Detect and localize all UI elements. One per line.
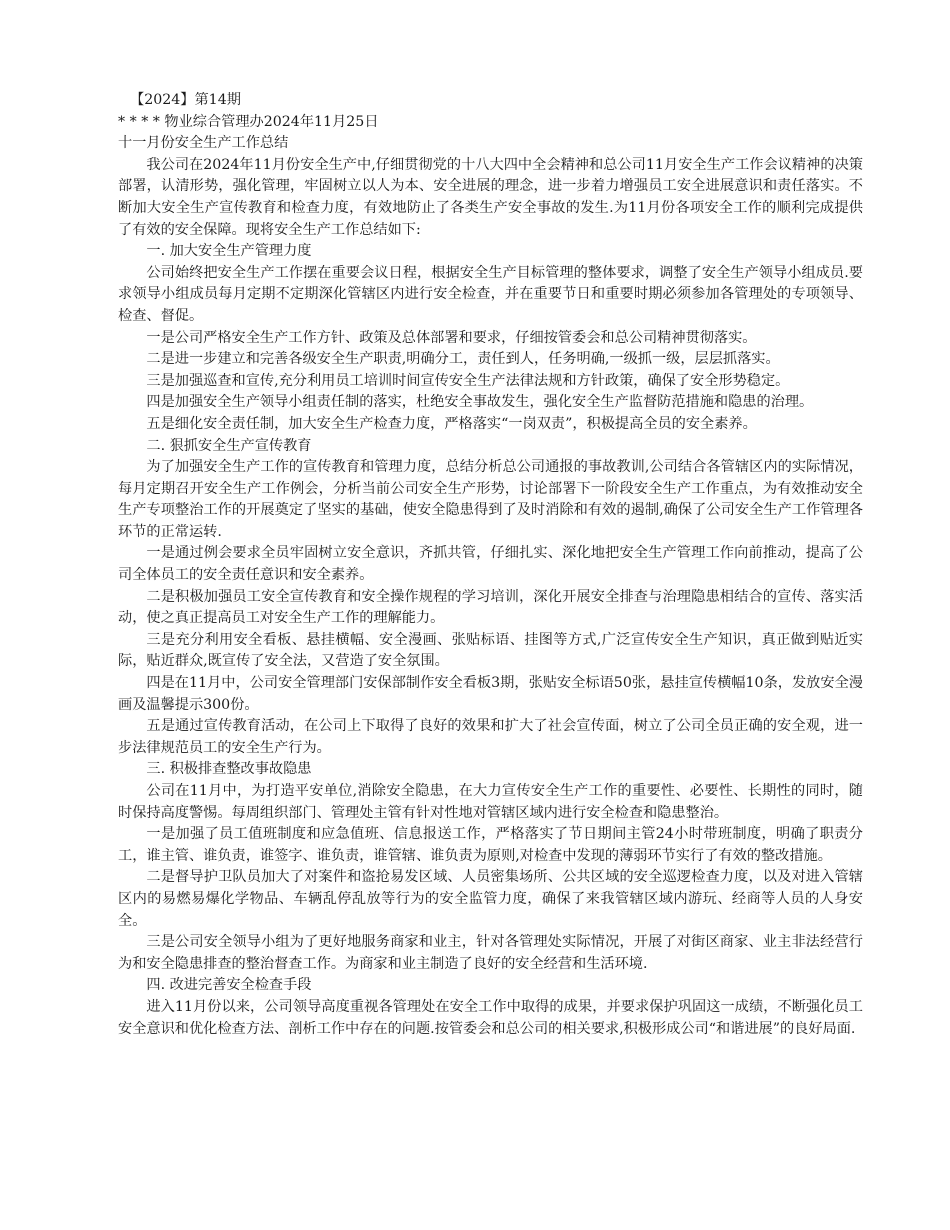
issue-number: 【2024】第14期 [130, 92, 241, 108]
section-paragraph: 为了加强安全生产工作的宣传教育和管理力度，总结分析总公司通报的事故教训,公司结合各管辖区内的实际情况，每月定期召开安全生产工作例会，分析当前公司安全生产形势，讨论部署下一阶段安全生产工作重点，为有效推动安全生产专项整治工作的开展奠定了坚实的基础，使安全隐患得到了及时消除和有效的遏制,确保了公司安全生产工作管理各环节的正常运转. [118, 459, 863, 540]
section-paragraph: 二是进一步建立和完善各级安全生产职责,明确分工，责任到人，任务明确,一级抓一级，层层抓落实。 [146, 351, 780, 368]
section-paragraph: 四是在11月中，公司安全管理部门安保部制作安全看板3期，张贴安全标语50张，悬挂宣传横幅10条，发放安全漫画及温馨提示300份。 [118, 675, 863, 713]
section-2 [118, 436, 863, 760]
section-paragraph: 进入11月份以来，公司领导高度重视各管理处在安全工作中取得的成果，并要求保护巩固这一成绩，不断强化员工安全意识和优化检查方法、剖析工作中存在的问题.按管委会和总公司的相关要求,积极形成公司“和谐进展”的良好局面. [118, 998, 863, 1037]
section-3 [118, 759, 863, 975]
section-4 [118, 975, 863, 1040]
section-paragraph: 三是加强巡查和宣传,充分利用员工培训时间宣传安全生产法律法规和方针政策，确保了安全形势稳定。 [146, 372, 790, 389]
section-paragraph: 二是积极加强员工安全宣传教育和安全操作规程的学习培训，深化开展安全排查与治理隐患相结合的宣传、落实活动，使之真正提高员工对安全生产工作的理解能力。 [118, 588, 863, 627]
section-paragraph: 公司在11月中，为打造平安单位,消除安全隐患，在大力宣传安全生产工作的重要性、必要性、长期性的同时，随时保持高度警惕。每周组织部门、管理处主管有针对性地对管辖区域内进行安全检查和隐患整治。 [118, 783, 863, 821]
section-paragraph: 一是公司严格安全生产工作方针、政策及总体部署和要求，仔细按管委会和总公司精神贯彻落实。 [146, 329, 757, 346]
dateline: * * * * 物业综合管理办2024年11月25日 [118, 113, 379, 130]
document-title: 十一月份安全生产工作总结 [118, 135, 289, 152]
section-paragraph: 四是加强安全生产领导小组责任制的落实，杜绝安全事故发生，强化安全生产监督防范措施和隐患的治理。 [146, 394, 814, 411]
section-paragraph: 三是公司安全领导小组为了更好地服务商家和业主，针对各管理处实际情况，开展了对街区商家、业主非法经营行为和安全隐患排查的整治督查工作。为商家和业主制造了良好的安全经营和生活环境. [118, 934, 863, 972]
section-paragraph: 五是通过宣传教育活动，在公司上下取得了良好的效果和扩大了社会宣传面，树立了公司全员正确的安全观，进一步法律规范员工的安全生产行为。 [118, 718, 863, 756]
section-paragraph: 二是督导护卫队员加大了对案件和盗抢易发区域、人员密集场所、公共区域的安全巡逻检查力度，以及对进入管辖区内的易燃易爆化学物品、车辆乱停乱放等行为的安全监管力度，确保了来我管辖区域内游玩、经商等人员的人身安全。 [118, 869, 863, 929]
document-page [118, 90, 863, 1040]
section-heading: 三. 积极排查整改事故隐患 [146, 761, 312, 778]
section-paragraph: 一是加强了员工值班制度和应急值班、信息报送工作，严格落实了节日期间主管24小时带班制度，明确了职责分工，谁主管、谁负责，谁签字、谁负责，谁管辖、谁负责为原则,对检查中发现的薄弱环节实行了有效的整改措施。 [118, 826, 863, 864]
section-paragraph: 公司始终把安全生产工作摆在重要会议日程，根据安全生产目标管理的整体要求，调整了安全生产领导小组成员.要求领导小组成员每月定期不定期深化管辖区内进行安全检查，并在重要节日和重要时期必须参加各管理处的专项领导、检查、督促。 [118, 264, 863, 324]
section-heading: 一. 加大安全生产管理力度 [146, 243, 312, 260]
section-paragraph: 一是通过例会要求全员牢固树立安全意识，齐抓共管，仔细扎实、深化地把安全生产管理工作向前推动，提高了公司全体员工的安全责任意识和安全素养。 [118, 545, 863, 584]
intro-paragraph: 我公司在2024年11月份安全生产中,仔细贯彻党的十八大四中全会精神和总公司11月安全生产工作会议精神的决策部署，认清形势，强化管理，牢固树立以人为本、安全进展的理念，进一步着力增强员工安全进展意识和责任落实。不断加大安全生产宣传教育和检查力度，有效地防止了各类生产安全事故的发生.为11月份各项安全工作的顺利完成提供了有效的安全保障。现将安全生产工作总结如下: [118, 156, 863, 238]
section-heading: 四. 改进完善安全检查手段 [146, 977, 312, 994]
section-heading: 二. 狠抓安全生产宣传教育 [146, 437, 312, 454]
section-paragraph: 五是细化安全责任制，加大安全生产检查力度，严格落实“一岗双责”，积极提高全员的安全素养。 [146, 415, 757, 432]
section-1 [118, 241, 863, 435]
section-paragraph: 三是充分利用安全看板、悬挂横幅、安全漫画、张贴标语、挂图等方式,广泛宣传安全生产知识，真正做到贴近实际，贴近群众,既宣传了安全法，又营造了安全氛围。 [118, 631, 863, 670]
